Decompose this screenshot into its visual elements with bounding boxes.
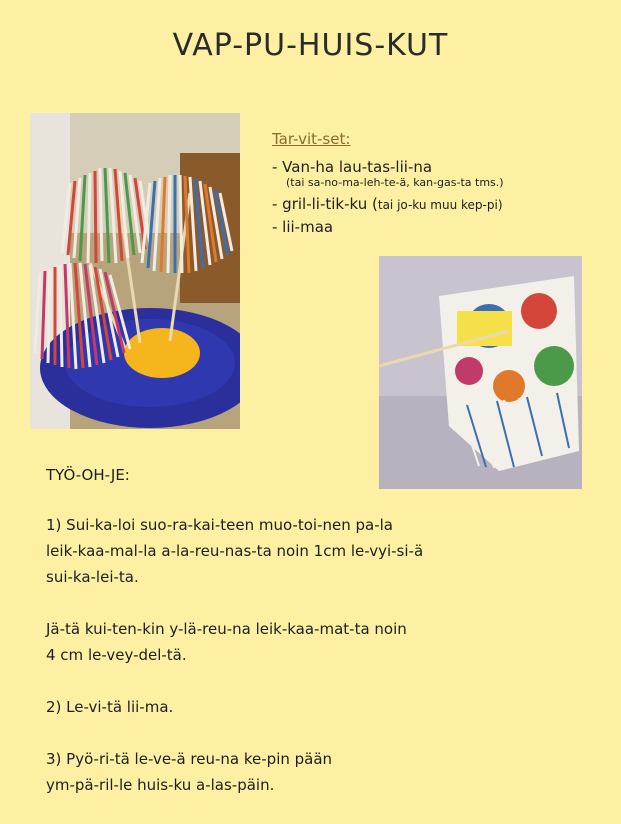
instructions: [46, 466, 516, 824]
cut-napkin-photo: [379, 256, 582, 489]
supply-item-glue: - lii-maa: [272, 218, 334, 236]
instructions-heading: TYÖ-OH-JE:: [46, 466, 130, 484]
supplies-heading: Tar-vit-set:: [272, 130, 351, 148]
step-1-continued: Jä-tä kui-ten-kin y-lä-reu-na leik-kaa-mat-ta noin 4 cm le-vey-del-tä.: [46, 620, 407, 664]
step-3: 3) Pyö-ri-tä le-ve-ä reu-na ke-pin pään ym-pä-ril-le huis-ku a-las-päin.: [46, 750, 333, 794]
supply-item-skewer-label: - gril-li-tik-ku (: [272, 195, 378, 213]
supply-item-skewer: [272, 193, 572, 216]
supplies-list: [272, 130, 572, 238]
step-1-text: Sui-ka-loi suo-ra-kai-teen muo-toi-nen pa-la leik-kaa-mal-la a-la-reu-nas-ta noin 1cm le-vyi-si-ä sui-ka-lei-ta.: [46, 516, 424, 586]
supply-item-skewer-note: tai jo-ku muu kep-pi): [377, 198, 503, 212]
page-title: VAP-PU-HUIS-KUT: [172, 28, 449, 63]
step-1: [46, 512, 516, 590]
supply-item-napkin: - Van-ha lau-tas-lii-na: [272, 158, 433, 176]
supply-item-napkin-note: (tai sa-no-ma-leh-te-ä, kan-gas-ta tms.): [286, 176, 504, 189]
step-2: 2) Le-vi-tä lii-ma.: [46, 698, 174, 716]
finished-pompoms-photo: [30, 113, 240, 429]
step-1-number: 1): [46, 516, 62, 534]
